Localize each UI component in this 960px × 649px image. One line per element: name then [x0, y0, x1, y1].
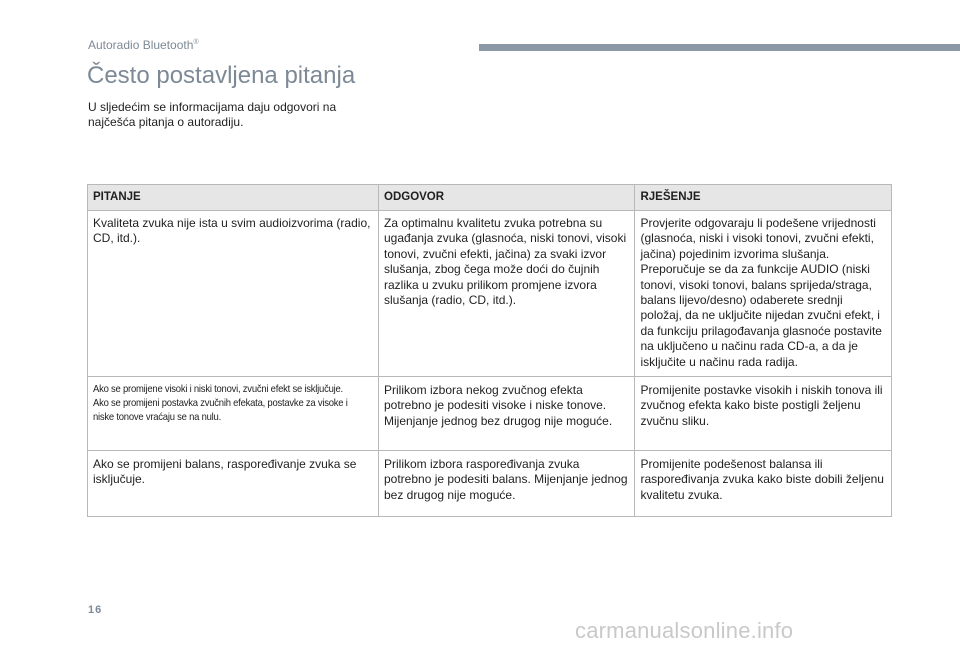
section-header-text: Autoradio Bluetooth — [88, 38, 194, 52]
cell-pitanje: Ako se promijeni balans, raspoređivanje zvuka se isključuje. — [88, 451, 379, 517]
cell-rjesenje: Provjerite odgovaraju li podešene vrijednosti (glasnoća, niski i visoki tonovi, zvučni efekti, jačina) pojedinim izvorima slušanja. Preporučuje se da za funkcije AUDIO (niski tonovi, visoki tonovi, balans sprijeda/straga, balans lijevo/desno) odaberete srednji položaj, da ne uključite nijedan zvučni efekt, i da funkciju prilagođavanja glasnoće postavite na uključeno u načinu rada CD-a, a da je isključite u načinu rada radija. — [635, 211, 892, 377]
registered-mark: ® — [193, 39, 199, 46]
cell-odgovor: Prilikom izbora nekog zvučnog efekta potrebno je podesiti visoke i niske tonove. Mijenjanje jednog bez drugog nije moguće. — [379, 377, 635, 451]
cell-odgovor: Prilikom izbora raspoređivanja zvuka potrebno je podesiti balans. Mijenjanje jednog bez drugog nije moguće. — [379, 451, 635, 517]
header-pitanje: PITANJE — [88, 185, 379, 211]
cell-odgovor: Za optimalnu kvalitetu zvuka potrebna su ugađanja zvuka (glasnoća, niski tonovi, visoki tonovi, zvučni efekti, jačina) za svaki izvor slušanja, zbog čega može doći do čujnih razlika u zvuku prilikom promjene izvora slušanja (radio, CD, itd.). — [379, 211, 635, 377]
page-title: Često postavljena pitanja — [87, 62, 356, 89]
cell-pitanje-text: Ako se promijene visoki i niski tonovi, zvučni efekt se isključuje. Ako se promijeni postavka zvučnih efekata, postavke za visoke i niske tonove vraćaju se na nulu. — [93, 384, 348, 424]
table-header-row — [88, 185, 892, 211]
table-row — [88, 377, 892, 451]
watermark: carmanualsonline.info — [575, 618, 794, 643]
intro-text: U sljedećim se informacijama daju odgovori na najčešća pitanja o autoradiju. — [88, 100, 337, 129]
header-odgovor: ODGOVOR — [379, 185, 635, 211]
section-header — [88, 38, 199, 52]
cell-pitanje — [88, 377, 379, 451]
cell-pitanje: Kvaliteta zvuka nije ista u svim audioizvorima (radio, CD, itd.). — [88, 211, 379, 377]
table-row — [88, 211, 892, 377]
faq-table — [87, 184, 892, 517]
page-number: 16 — [88, 604, 103, 616]
table-row — [88, 451, 892, 517]
header-bar — [479, 44, 960, 51]
header-rjesenje: RJEŠENJE — [635, 185, 892, 211]
cell-rjesenje: Promijenite podešenost balansa ili raspoređivanja zvuka kako biste dobili željenu kvalitetu zvuka. — [635, 451, 892, 517]
cell-rjesenje: Promijenite postavke visokih i niskih tonova ili zvučnog efekta kako biste postigli željenu zvučnu sliku. — [635, 377, 892, 451]
